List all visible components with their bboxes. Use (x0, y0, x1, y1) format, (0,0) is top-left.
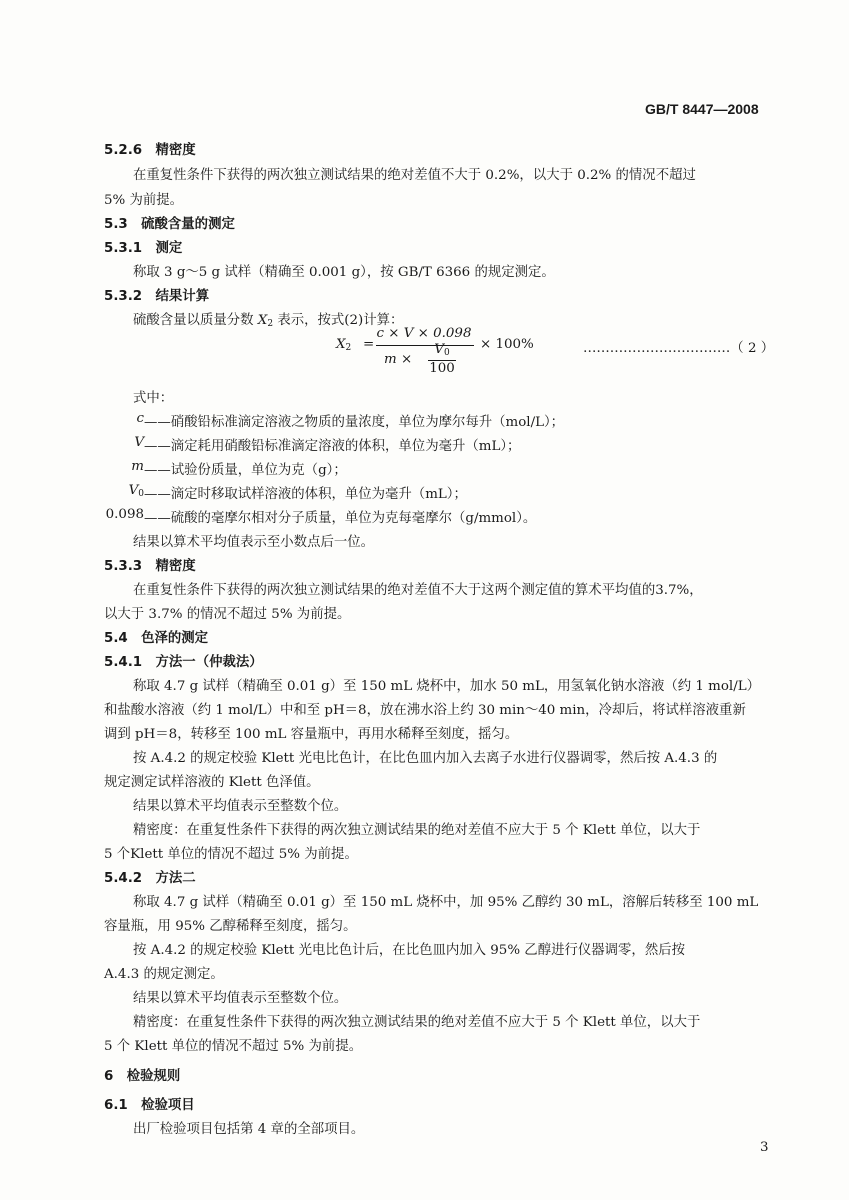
para-5-4-2-p4-line1: 精密度：在重复性条件下获得的两次独立测试结果的绝对差值不应大于 5 个 Klett 单位，以大于 (133, 1015, 701, 1030)
page-number: 3 (760, 1140, 769, 1155)
heading-5-3-2: 5.3.2 结果计算 (104, 289, 210, 304)
heading-5-2-6: 5.2.6 精密度 (104, 143, 196, 158)
def-sym-V0: $V_0$ (128, 483, 144, 499)
formula-inner-numerator: $V_0$ (434, 342, 450, 358)
para-5-4-1-p2-line2: 规定测定试样溶液的 Klett 色泽值。 (104, 775, 320, 790)
para-5-4-1-p4-line2: 5 个Klett 单位的情况不超过 5% 为前提。 (104, 847, 358, 862)
def-sym-m: m (131, 459, 144, 474)
para-5-3-2-result: 结果以算术平均值表示至小数点后一位。 (133, 535, 375, 550)
para-5-3-3-line1: 在重复性条件下获得的两次独立测试结果的绝对差值不大于这两个测定值的算术平均值的3.7%， (133, 583, 703, 598)
para-5-3-2-intro: 硫酸含量以质量分数 $X_2$ 表示，按式(2)计算： (133, 313, 404, 329)
heading-5-3-1: 5.3.1 测定 (104, 241, 183, 256)
heading-5-3-3: 5.3.3 精密度 (104, 559, 196, 574)
heading-5-4: 5.4 色泽的测定 (104, 631, 209, 646)
para-5-4-1-p1-line1: 称取 4.7 g 试样（精确至 0.01 g）至 150 mL 烧杯中，加水 50 mL，用氢氧化钠水溶液（约 1 mol/L） (133, 679, 761, 694)
para-6-1: 出厂检验项目包括第 4 章的全部项目。 (133, 1122, 365, 1137)
def-text-m: ——试验份质量，单位为克（g）； (144, 463, 347, 478)
formula-inner-denominator: 100 (429, 361, 455, 376)
heading-5-4-2: 5.4.2 方法二 (104, 871, 196, 886)
para-5-4-2-p3: 结果以算术平均值表示至整数个位。 (133, 991, 348, 1006)
def-text-0098: ——硫酸的毫摩尔相对分子质量，单位为克每毫摩尔（g/mmol）。 (144, 511, 537, 526)
standard-number: GB/T 8447—2008 (645, 101, 759, 117)
para-5-4-2-p2-line2: A.4.3 的规定测定。 (104, 967, 224, 982)
para-5-2-6-line1: 在重复性条件下获得的两次独立测试结果的绝对差值不大于 0.2%，以大于 0.2% 的情况不超过 (133, 168, 696, 183)
para-5-4-2-p1-line2: 容量瓶，用 95% 乙醇稀释至刻度，摇匀。 (104, 919, 357, 934)
def-text-V: ——滴定耗用硝酸铅标准滴定溶液的体积，单位为毫升（mL）； (144, 439, 521, 454)
heading-6: 6 检验规则 (104, 1069, 181, 1084)
where-label: 式中： (133, 391, 174, 406)
para-5-4-2-p4-line2: 5 个 Klett 单位的情况不超过 5% 为前提。 (104, 1039, 363, 1054)
para-5-3-3-line2: 以大于 3.7% 的情况不超过 5% 为前提。 (104, 607, 351, 622)
para-5-4-1-p1-line2: 和盐酸水溶液（约 1 mol/L）中和至 pH＝8，放在沸水浴上约 30 min～40 min，冷却后，将试样溶液重新 (104, 703, 746, 718)
para-5-4-1-p1-line3: 调到 pH＝8，转移至 100 mL 容量瓶中，再用水稀释至刻度，摇匀。 (104, 727, 519, 742)
def-text-V0: ——滴定时移取试样溶液的体积，单位为毫升（mL）； (144, 487, 467, 502)
def-sym-0098: 0.098 (105, 507, 144, 522)
para-5-3-1: 称取 3 g～5 g 试样（精确至 0.001 g），按 GB/T 6366 的规定测定。 (133, 265, 555, 280)
para-5-4-2-p2-line1: 按 A.4.2 的规定校验 Klett 光电比色计后，在比色皿内加入 95% 乙醇进行仪器调零，然后按 (133, 943, 685, 958)
heading-5-3: 5.3 硫酸含量的测定 (104, 217, 235, 232)
def-sym-c: c (136, 411, 144, 426)
para-5-4-1-p2-line1: 按 A.4.2 的规定校验 Klett 光电比色计，在比色皿内加入去离子水进行仪器调零，然后按 A.4.3 的 (133, 751, 718, 766)
formula-equation-number: ……………………………（ 2 ） (583, 341, 775, 356)
formula-denominator-m: m × (384, 352, 413, 367)
formula-equals: = (363, 337, 375, 352)
para-5-4-2-p1-line1: 称取 4.7 g 试样（精确至 0.01 g）至 150 mL 烧杯中，加 95% 乙醇约 30 mL，溶解后转移至 100 mL (133, 895, 759, 910)
heading-6-1: 6.1 检验项目 (104, 1098, 195, 1113)
para-5-4-1-p3: 结果以算术平均值表示至整数个位。 (133, 799, 348, 814)
formula-numerator: c × V × 0.098 (376, 326, 472, 341)
heading-5-4-1: 5.4.1 方法一（仲裁法） (104, 655, 263, 670)
def-sym-V: V (134, 435, 144, 450)
formula-lhs: $X_2$ (336, 337, 352, 353)
def-text-c: ——硝酸铅标准滴定溶液之物质的量浓度，单位为摩尔每升（mol/L）； (144, 415, 565, 430)
para-5-4-1-p4-line1: 精密度：在重复性条件下获得的两次独立测试结果的绝对差值不应大于 5 个 Klett 单位，以大于 (133, 823, 701, 838)
para-5-2-6-line2: 5% 为前提。 (104, 193, 184, 208)
formula-times-100: × 100% (480, 337, 534, 352)
